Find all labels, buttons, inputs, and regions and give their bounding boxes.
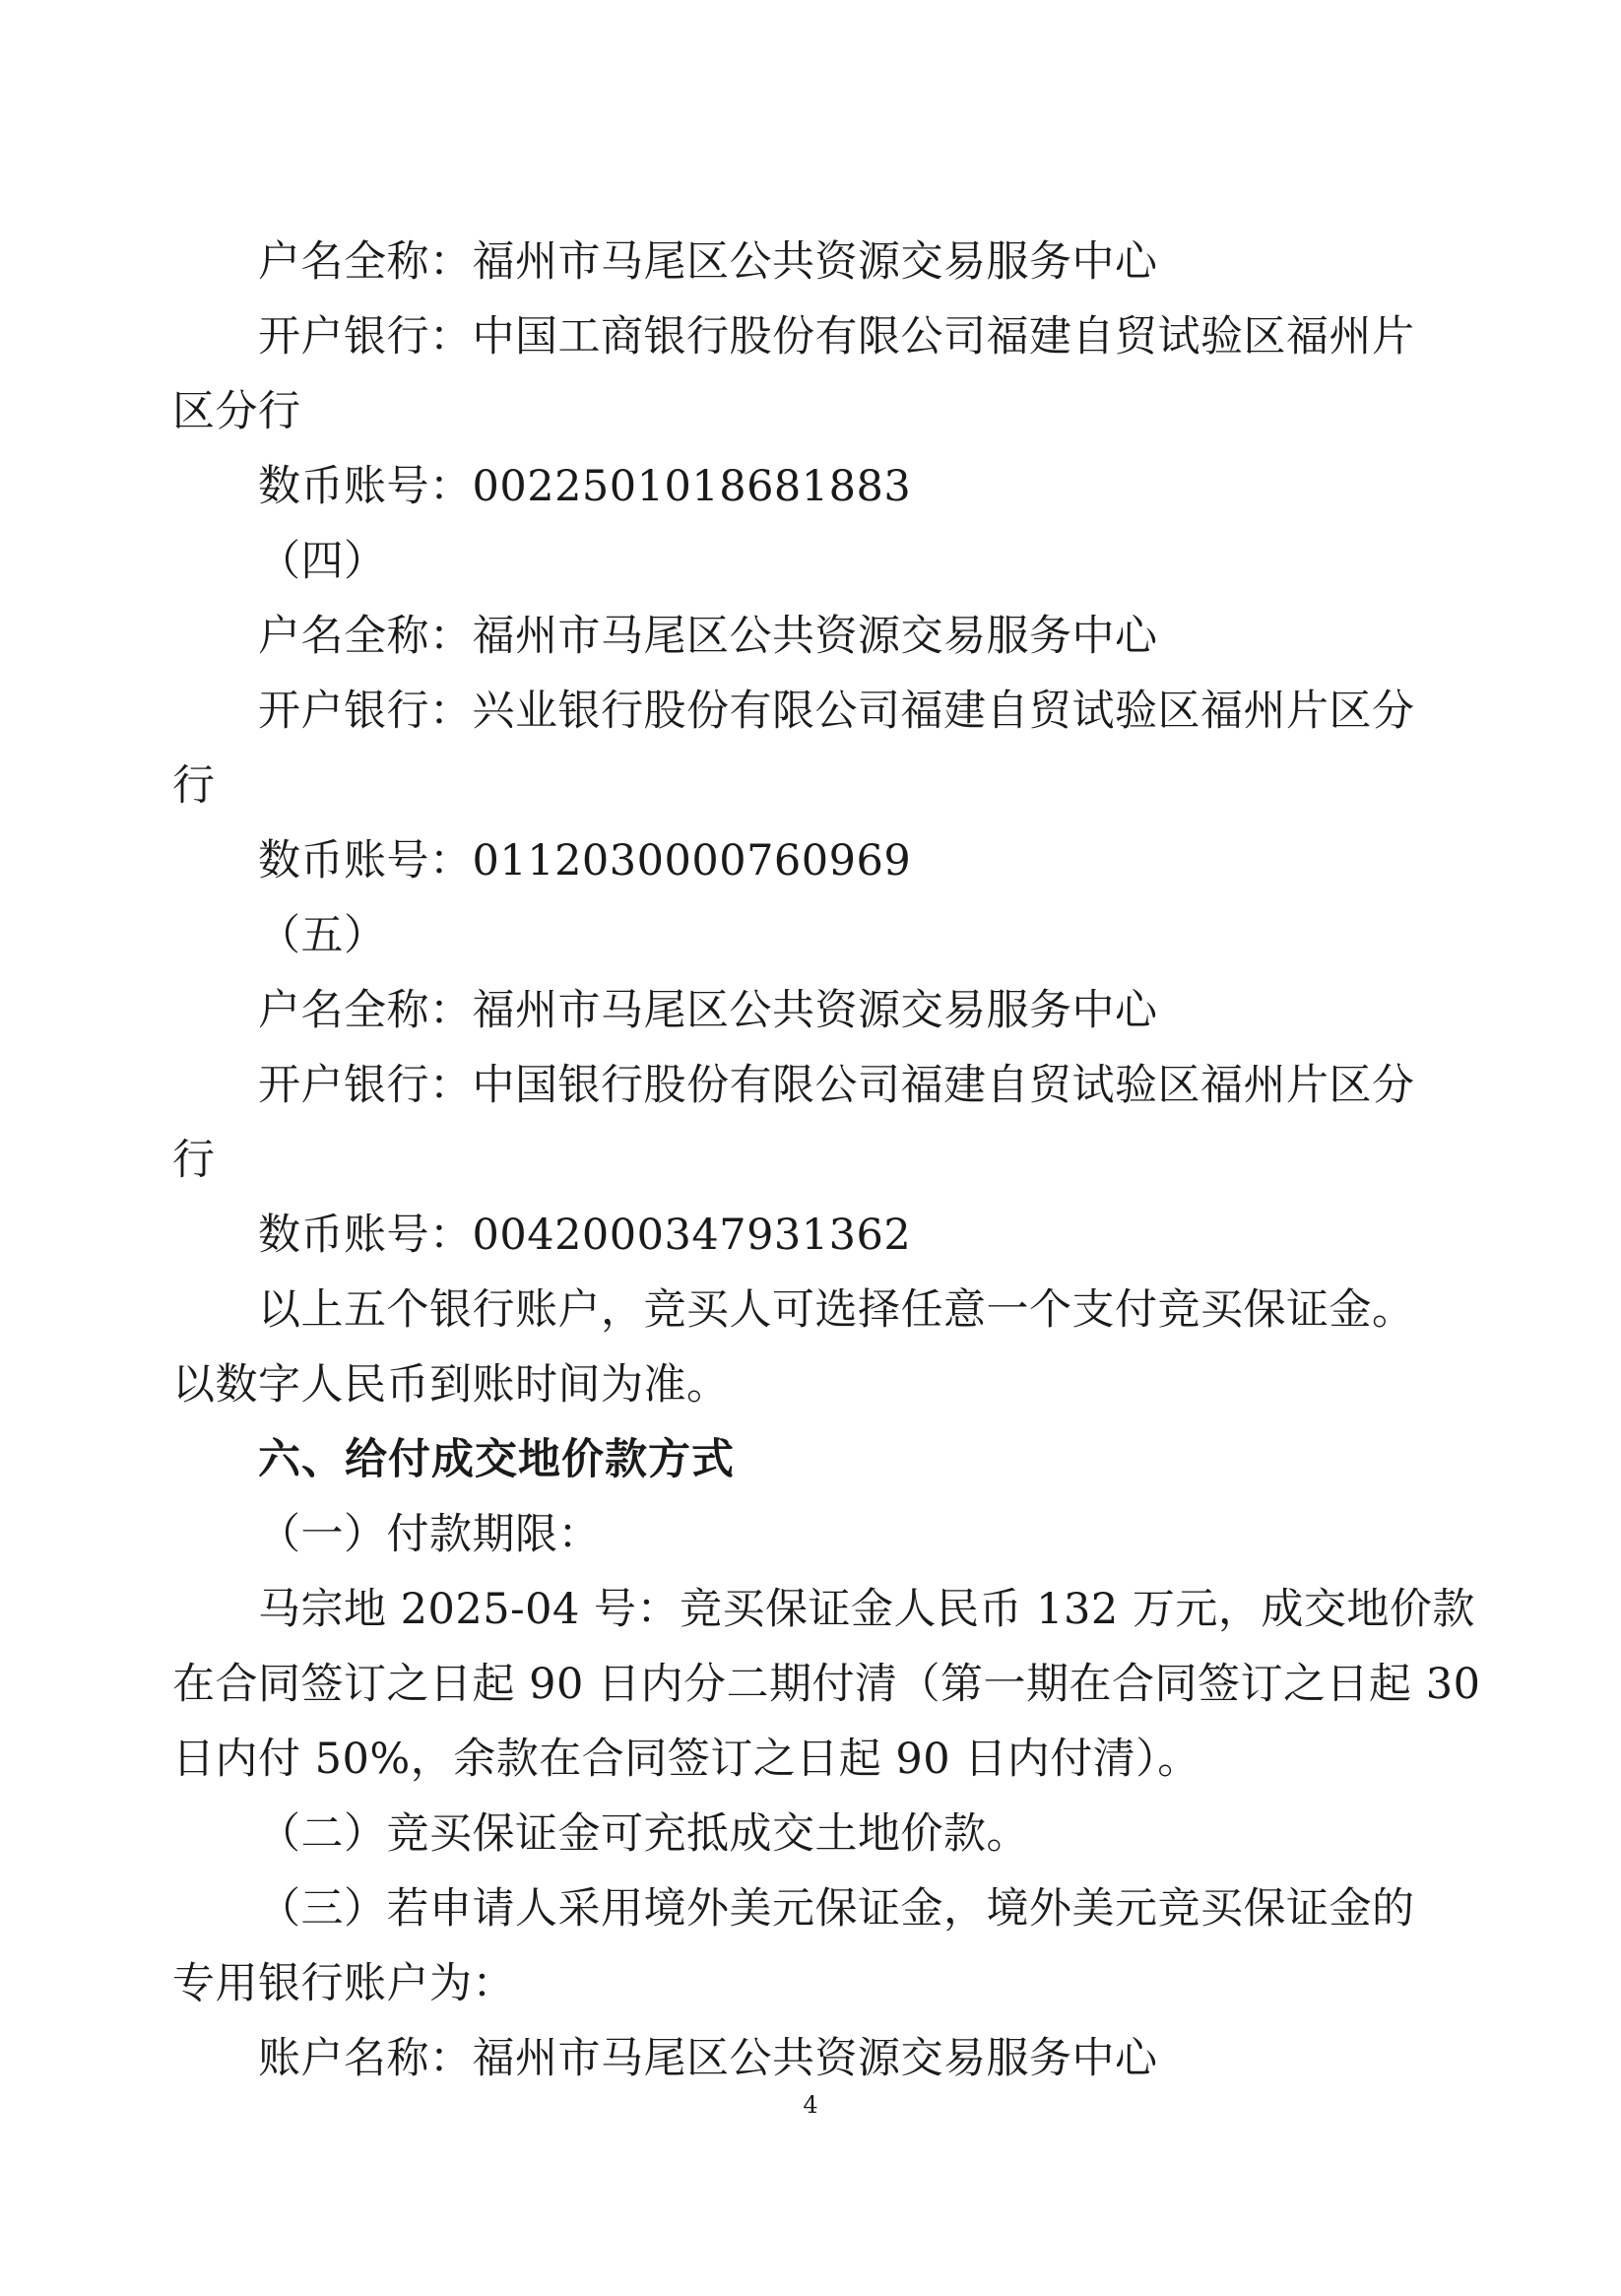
- payment-term-heading: （一）付款期限：: [258, 1510, 601, 1559]
- payment-term-line: 马宗地 2025-04 号：竞买保证金人民币 132 万元，成交地价款: [258, 1585, 1475, 1634]
- account-5-heading: （五）: [258, 911, 387, 960]
- account-4-account-line: 数币账号：0112030000760969: [258, 836, 912, 886]
- account-3-bank-line: 开户银行：中国工商银行股份有限公司福建自贸试验区福州片: [258, 312, 1415, 361]
- account-5-account-line: 数币账号：0042000347931362: [258, 1211, 912, 1260]
- account-3-bank-line-continued: 区分行: [172, 387, 301, 436]
- account-5-bank-line: 开户银行：中国银行股份有限公司福建自贸试验区福州片区分: [258, 1061, 1415, 1110]
- summary-line-continued: 以数字人民币到账时间为准。: [172, 1360, 730, 1410]
- payment-term-line-end: 日内付 50%，余款在合同签订之日起 90 日内付清）。: [172, 1735, 1200, 1784]
- summary-line: 以上五个银行账户，竞买人可选择任意一个支付竞买保证金。: [258, 1285, 1415, 1335]
- usd-deposit-line-continued: 专用银行账户为：: [172, 1959, 515, 2008]
- section-6-title: 六、给付成交地价款方式: [258, 1435, 735, 1484]
- account-3-account-line: 数币账号：0022501018681883: [258, 462, 912, 511]
- account-3-name-line: 户名全称：福州市马尾区公共资源交易服务中心: [258, 237, 1158, 287]
- payment-term-line-continued: 在合同签订之日起 90 日内分二期付清（第一期在合同签订之日起 30: [172, 1660, 1481, 1709]
- usd-deposit-line: （三）若申请人采用境外美元保证金，境外美元竞买保证金的: [258, 1884, 1415, 1934]
- account-4-name-line: 户名全称：福州市马尾区公共资源交易服务中心: [258, 612, 1158, 661]
- deposit-offset-line: （二）竞买保证金可充抵成交土地价款。: [258, 1809, 1029, 1859]
- account-5-bank-line-continued: 行: [172, 1136, 216, 1185]
- account-5-name-line: 户名全称：福州市马尾区公共资源交易服务中心: [258, 986, 1158, 1035]
- usd-account-name-line: 账户名称：福州市马尾区公共资源交易服务中心: [258, 2034, 1158, 2083]
- account-4-heading: （四）: [258, 537, 387, 586]
- account-4-bank-line-continued: 行: [172, 761, 216, 811]
- account-4-bank-line: 开户银行：兴业银行股份有限公司福建自贸试验区福州片区分: [258, 687, 1415, 736]
- page-number: 4: [803, 2091, 818, 2119]
